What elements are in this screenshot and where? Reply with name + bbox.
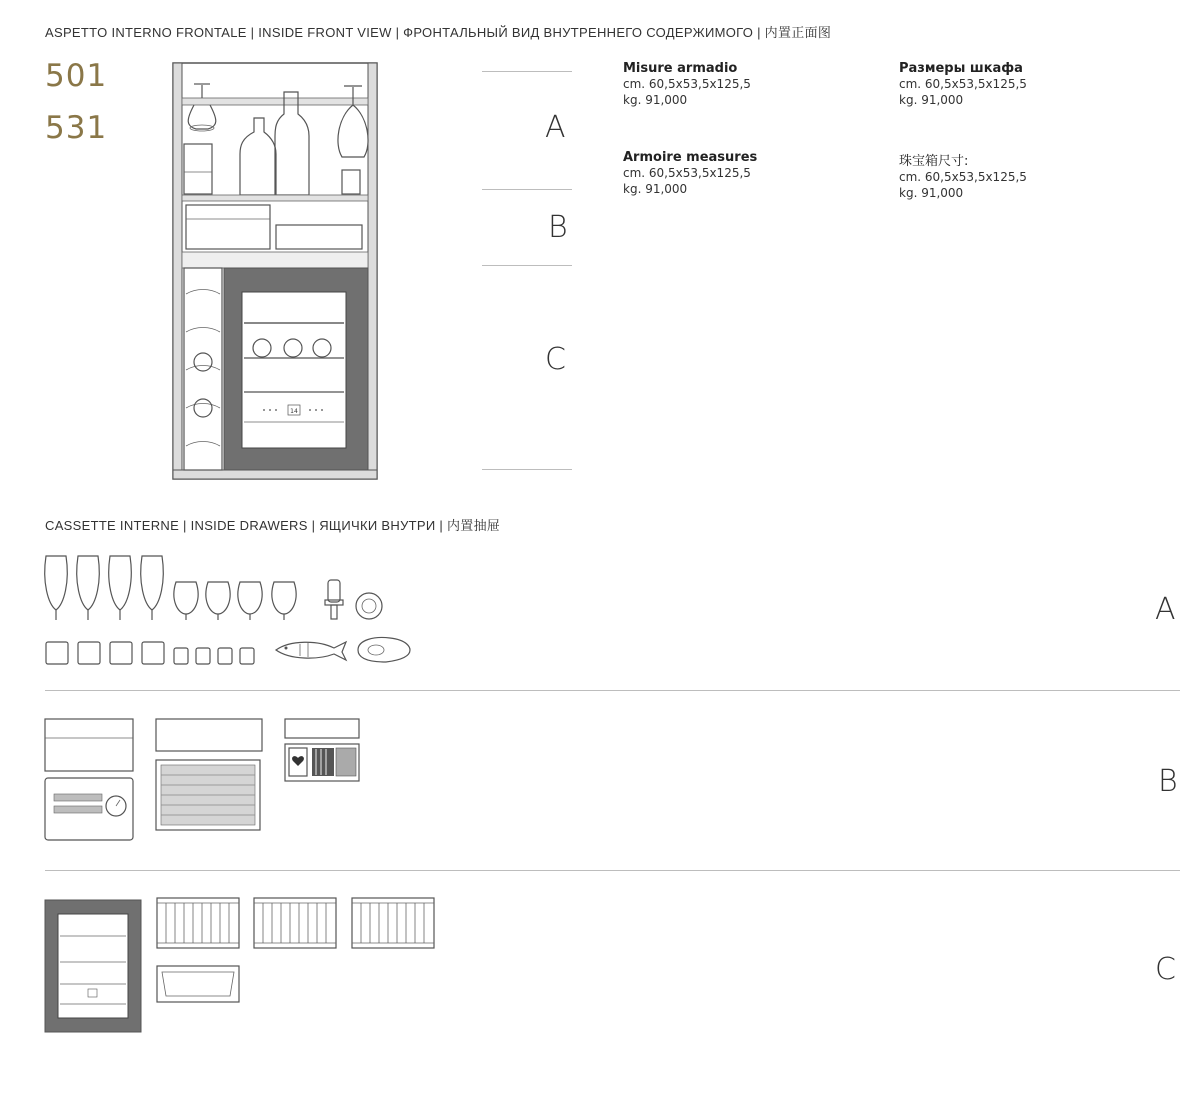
balloon-glass-icon	[206, 582, 230, 620]
measures-dimensions: cm. 60,5x53,5x125,5	[623, 77, 751, 91]
bottle-rack-icon	[254, 898, 336, 948]
drip-tray-icon	[358, 638, 410, 663]
tumbler-icon	[218, 648, 232, 664]
tumbler-icon	[142, 642, 164, 664]
bottle-rack-icon	[157, 898, 239, 948]
tray-icon	[157, 966, 239, 1002]
tumbler-icon	[46, 642, 68, 664]
measures-dimensions: cm. 60,5x53,5x125,5	[623, 166, 751, 180]
zone-divider	[482, 469, 572, 470]
measures-weight: kg. 91,000	[899, 186, 964, 200]
cabinet-front-drawing	[172, 62, 382, 482]
zone-label-a: A	[545, 110, 566, 145]
measures-russian	[899, 61, 1027, 108]
drawer-a-contents	[42, 552, 422, 672]
drawer-label-b: B	[1158, 764, 1178, 799]
zone-label-c: C	[545, 342, 566, 377]
humidor-icon	[45, 778, 133, 840]
balloon-glass-icon	[272, 582, 296, 620]
measures-italian	[623, 61, 751, 108]
measures-weight: kg. 91,000	[623, 182, 688, 196]
measures-title: 珠宝箱尺寸:	[899, 154, 969, 169]
drawer-c-contents	[44, 896, 444, 1036]
zone-divider	[482, 265, 572, 266]
front-view-title: ASPETTO INTERNO FRONTALE | INSIDE FRONT VIEW | ФРОНТАЛЬНЫЙ ВИД ВНУТРЕННЕГО СОДЕРЖИМОГО | 内置正面图	[45, 25, 832, 40]
drawer-divider	[45, 870, 1180, 871]
model-number-531: 531	[45, 110, 108, 146]
measures-dimensions: cm. 60,5x53,5x125,5	[899, 77, 1027, 91]
measures-dimensions: cm. 60,5x53,5x125,5	[899, 170, 1027, 184]
tumbler-icon	[196, 648, 210, 664]
card-box-icon	[285, 744, 359, 781]
drawer-label-c: C	[1155, 952, 1176, 987]
coaster-icon	[356, 593, 382, 619]
zone-divider	[482, 71, 572, 72]
balloon-glass-icon	[174, 582, 198, 620]
bottle-stopper-icon	[325, 580, 343, 619]
wine-glass-icon	[141, 556, 164, 620]
measures-weight: kg. 91,000	[899, 93, 964, 107]
wine-glass-icon	[45, 556, 68, 620]
measures-title: Armoire measures	[623, 150, 758, 165]
drawer-b-contents	[44, 718, 374, 848]
wine-display-readout: 14	[290, 408, 298, 415]
cigar-rack-icon	[156, 760, 260, 830]
measures-chinese	[899, 150, 1027, 201]
drawer-divider	[45, 690, 1180, 691]
tumbler-icon	[240, 648, 254, 664]
zone-divider	[482, 189, 572, 190]
tumbler-icon	[110, 642, 132, 664]
measures-english	[623, 150, 757, 197]
measures-weight: kg. 91,000	[623, 93, 688, 107]
fish-corkscrew-icon	[276, 642, 346, 660]
tumbler-icon	[174, 648, 188, 664]
drawers-title: CASSETTE INTERNE | INSIDE DRAWERS | ЯЩИЧКИ ВНУТРИ | 内置抽屉	[45, 518, 501, 533]
model-number-501: 501	[45, 58, 108, 94]
drawer-label-a: A	[1155, 592, 1176, 627]
bottle-rack-icon	[352, 898, 434, 948]
measures-title: Misure armadio	[623, 61, 738, 76]
zone-label-b: B	[548, 210, 568, 245]
wine-glass-icon	[109, 556, 132, 620]
wine-glass-icon	[77, 556, 100, 620]
measures-title: Размеры шкафа	[899, 61, 1023, 76]
wine-fridge-icon	[45, 900, 141, 1032]
tumbler-icon	[78, 642, 100, 664]
balloon-glass-icon	[238, 582, 262, 620]
